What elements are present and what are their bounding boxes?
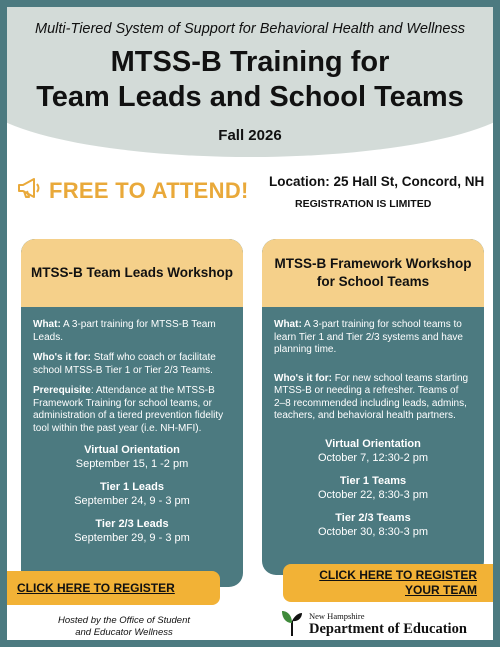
who-label: Who's it for: [33, 352, 91, 363]
who-label: Who's it for: [274, 372, 332, 384]
who-text [33, 352, 231, 377]
team-leads-card-body [21, 307, 243, 545]
page-title [7, 45, 493, 115]
who-text [274, 373, 472, 423]
doe-name: Department of Education [309, 621, 467, 637]
title-line-1: MTSS-B Training for [110, 46, 390, 78]
register-leads-button[interactable]: CLICK HERE TO REGISTER [7, 571, 220, 605]
what-text [274, 319, 472, 357]
megaphone-icon [17, 177, 43, 204]
hosted-line-2: and Educator Wellness [75, 627, 173, 638]
register-team-label [319, 568, 477, 598]
register-team-button[interactable] [283, 564, 493, 602]
school-teams-card-body [262, 307, 484, 539]
free-to-attend: FREE TO ATTEND! [49, 177, 249, 203]
prereq-value: : Attendance at the MTSS-B Framework Training for school teams, or administration of a tiered prevention fidelity tool within the past year (i.e. NH-MFI). [33, 385, 224, 434]
team-leads-card [21, 239, 243, 587]
title-line-2: Team Leads and School Teams [36, 81, 464, 113]
session-item [274, 474, 472, 502]
session-title: Tier 2/3 Teams [335, 511, 411, 524]
session-date: September 29, 9 - 3 pm [74, 532, 190, 544]
school-teams-card-title: MTSS-B Framework Workshop for School Teams [262, 239, 484, 307]
session-title: Virtual Orientation [84, 444, 180, 456]
what-value: A 3-part training for school teams to learn Tier 1 and Tier 2/3 systems and have planning time. [274, 319, 463, 355]
what-value: A 3-part training for MTSS-B Team Leads. [33, 319, 216, 343]
doe-text [309, 611, 467, 638]
session-item [33, 480, 231, 508]
session-title: Tier 1 Leads [100, 481, 164, 493]
term-label: Fall 2026 [218, 127, 282, 144]
doe-logo [281, 607, 467, 640]
doe-state: New Hampshire [309, 611, 365, 621]
location: Location: 25 Hall St, Concord, NH [269, 174, 485, 189]
school-teams-card [262, 239, 484, 575]
session-date: October 7, 12:30-2 pm [317, 451, 429, 464]
session-list [33, 443, 231, 545]
session-item [274, 437, 472, 465]
session-title: Virtual Orientation [325, 437, 421, 450]
register-line-1: CLICK HERE TO REGISTER [319, 568, 477, 582]
hosted-line-1: Hosted by the Office of Student [57, 615, 191, 626]
prereq-text [33, 385, 231, 435]
session-date: October 30, 8:30-3 pm [317, 525, 429, 538]
session-list [274, 437, 472, 539]
subtitle: Multi-Tiered System of Support for Behavioral Health and Wellness [35, 21, 465, 37]
who-value: For new school teams starting MTSS-B or needing a refresher. Teams of 2–8 recommended including leads, admins, teachers, and behavioral health partners. [274, 372, 469, 421]
prereq-label: Prerequisite [33, 385, 91, 396]
session-item [33, 517, 231, 545]
registration-note: REGISTRATION IS LIMITED [295, 198, 432, 210]
hosted-by [29, 615, 219, 639]
what-label: What: [33, 319, 61, 330]
session-title: Tier 2/3 Leads [95, 518, 169, 530]
who-value: Staff who coach or facilitate school MTSS-B Tier 1 or Tier 2/3 Teams. [33, 352, 216, 376]
what-label: What: [274, 319, 302, 330]
session-date: September 15, 1 -2 pm [75, 458, 189, 470]
what-text [33, 319, 231, 344]
sprout-icon [281, 607, 303, 640]
flyer-page [7, 7, 493, 640]
register-line-2: YOUR TEAM [405, 583, 477, 597]
session-item [33, 443, 231, 471]
session-date: September 24, 9 - 3 pm [74, 495, 190, 507]
team-leads-card-title: MTSS-B Team Leads Workshop [21, 239, 243, 307]
free-banner [17, 177, 249, 204]
session-date: October 22, 8:30-3 pm [317, 488, 429, 501]
session-item [274, 511, 472, 539]
session-title: Tier 1 Teams [339, 474, 407, 487]
